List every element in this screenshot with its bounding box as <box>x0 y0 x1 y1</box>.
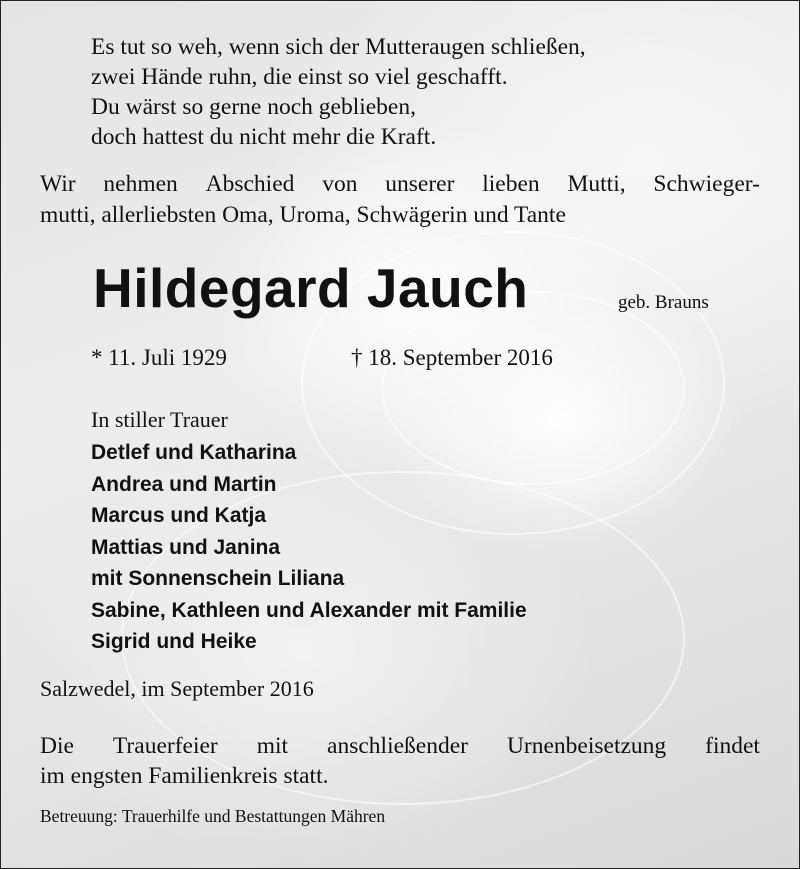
poem-line: zwei Hände ruhn, die einst so viel geschafft. <box>91 64 508 90</box>
poem-line: doch hattest du nicht mehr die Kraft. <box>91 124 437 150</box>
poem-line: Du wärst so gerne noch geblieben, <box>91 94 416 120</box>
word: Wir <box>40 171 76 197</box>
place-date: Salzwedel, im September 2016 <box>40 676 314 701</box>
death-date: † 18. September 2016 <box>351 345 553 370</box>
birth-date: * 11. Juli 1929 <box>91 345 227 370</box>
word: mit <box>256 733 289 759</box>
poem-line: Es tut so weh, wenn sich der Mutteraugen schließen, <box>91 34 586 60</box>
care-note: Betreuung: Trauerhilfe und Bestattungen Mähren <box>40 806 386 826</box>
intro-line: mutti, allerliebsten Oma, Uroma, Schwägerin und Tante <box>40 202 566 228</box>
word: Die <box>40 733 74 759</box>
word: unserer <box>385 171 455 197</box>
word: lieben <box>482 171 540 197</box>
mourners-list <box>91 437 527 658</box>
maiden-name: geb. Brauns <box>618 292 709 313</box>
mourner-name: Detlef und Katharina <box>91 441 297 464</box>
intro-line <box>40 169 760 200</box>
mourners-heading: In stiller Trauer <box>91 407 228 432</box>
word: Urnenbeisetzung <box>506 733 667 759</box>
word: Schwieger- <box>653 171 760 197</box>
mourner-name: Marcus und Katja <box>91 504 267 527</box>
deceased-name: Hildegard Jauch <box>93 257 529 319</box>
mourner-name: mit Sonnenschein Liliana <box>91 567 345 590</box>
word: Mutti, <box>567 171 626 197</box>
word: von <box>322 171 358 197</box>
word: findet <box>705 733 760 759</box>
funeral-line <box>40 731 760 762</box>
word: anschließender <box>327 733 468 759</box>
funeral-line: im engsten Familienkreis statt. <box>40 763 329 789</box>
word: Trauerfeier <box>112 733 218 759</box>
mourner-name: Mattias und Janina <box>91 535 281 559</box>
word: nehmen <box>103 171 178 197</box>
mourner-name: Sabine, Kathleen und Alexander mit Familie <box>91 598 527 622</box>
mourner-name: Sigrid und Heike <box>91 630 257 653</box>
word: Abschied <box>205 171 295 197</box>
mourner-name: Andrea und Martin <box>91 472 277 496</box>
